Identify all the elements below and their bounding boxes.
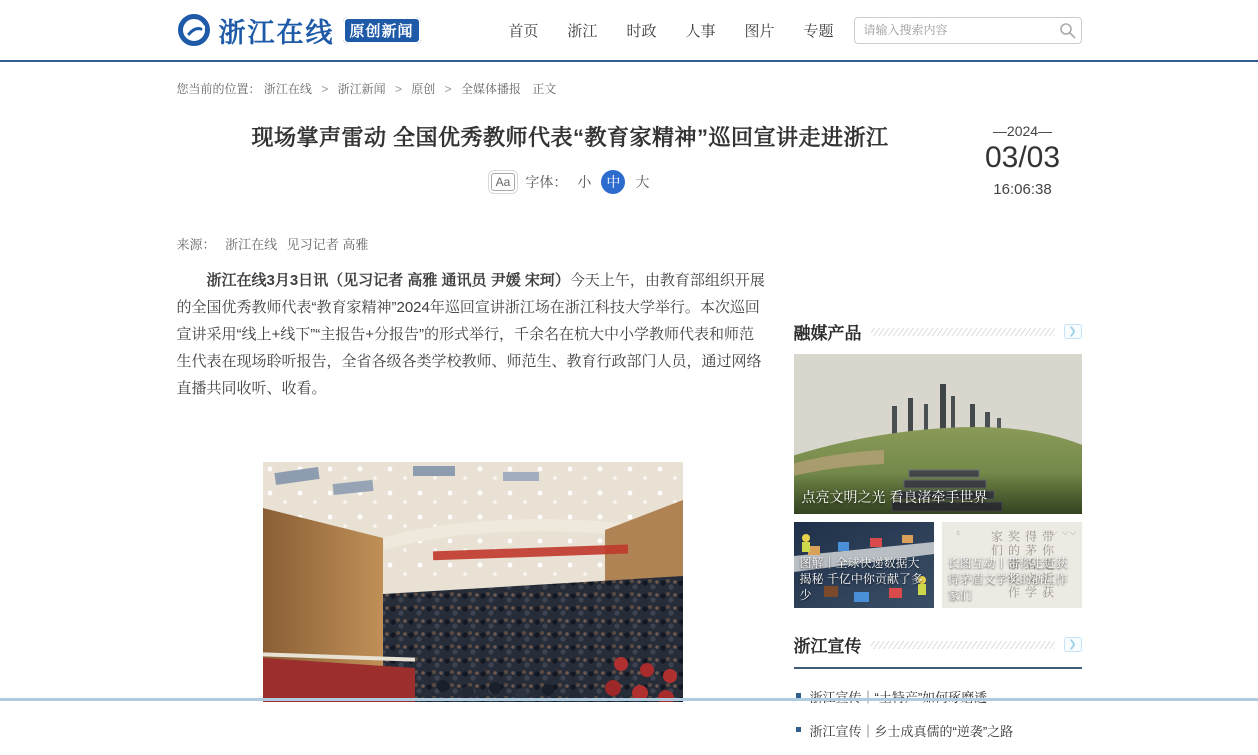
top-bar	[0, 0, 1258, 62]
promo-item-nixi[interactable]	[794, 721, 1082, 740]
article-photo-auditorium	[263, 462, 683, 702]
article-text: 今天上午，由教育部组织开展的全国优秀教师代表“教育家精神”2024年巡回宣讲浙江场在浙江科技大学举行。本次巡回宣讲采用“线上+线下”“主报告+分报告”的形式举行，千余名在杭大中小学教师代表和师范生代表在现场聆听报告，全省各级各类学校教师、师范生、教育行政部门人员，通过网络直播共同收听、收看。	[176, 272, 765, 397]
search-box	[854, 17, 1082, 44]
feature-caption: 点亮文明之光 看良渚牵手世界	[801, 489, 988, 505]
site-logo[interactable]	[177, 11, 421, 50]
decorative-hatch	[871, 641, 1055, 649]
font-size-small[interactable]: 小	[577, 174, 592, 190]
crumb-news[interactable]: 浙江新闻	[337, 82, 386, 96]
vertical-art-text: 带你走近获得茅盾文学奖的浙江作家们	[989, 530, 1055, 600]
article-column	[177, 267, 769, 755]
birds-decor: ⌵ ⌵⌵	[1050, 527, 1078, 537]
breadcrumb-prefix: 您当前的位置：	[176, 82, 261, 96]
crumb-media-report[interactable]: 全媒体播报	[461, 82, 522, 96]
source-name: 浙江在线	[225, 237, 278, 252]
promo-section-title: 浙江宣传	[793, 637, 862, 656]
font-size-medium-selected[interactable]: 中	[601, 170, 625, 194]
media-more-button[interactable]: ❯	[1064, 324, 1082, 339]
publish-date-block	[964, 121, 1082, 198]
nav-personnel[interactable]: 人事	[685, 22, 716, 40]
source-row	[177, 234, 1082, 253]
card-express-caption: 图解｜全球快递数据大揭秘 千亿中你贡献了多少	[799, 556, 923, 602]
media-section-header	[794, 319, 1082, 344]
crumb-original[interactable]: 原创	[411, 82, 436, 96]
logo-badge: 原创新闻	[343, 17, 421, 44]
quote-mark-decor: 〝	[949, 531, 961, 543]
publish-time: 16:06:38	[993, 181, 1052, 198]
article-title: 现场掌声雷动 全国优秀教师代表“教育家精神”巡回宣讲走进浙江	[251, 125, 889, 150]
bullet-icon	[796, 727, 801, 732]
logo-text: 浙江在线	[218, 17, 335, 48]
crumb-separator: >	[321, 82, 329, 96]
sidebar	[794, 267, 1082, 755]
crumb-current: 正文	[532, 82, 557, 96]
card-maodun-writers[interactable]	[942, 522, 1082, 608]
promo-section	[794, 632, 1082, 740]
publish-day: 03/03	[984, 141, 1061, 174]
reporter-name: 见习记者 高雅	[286, 237, 369, 252]
promo-list	[794, 687, 1082, 740]
logo-swirl-icon	[177, 13, 211, 47]
promo-underline	[794, 667, 1082, 669]
crumb-home[interactable]: 浙江在线	[263, 82, 312, 96]
publish-year: —2024—	[992, 123, 1053, 139]
article-header	[177, 121, 1082, 198]
crumb-separator: >	[394, 82, 402, 96]
search-input[interactable]	[854, 17, 1082, 44]
nav-politics[interactable]: 时政	[626, 22, 657, 40]
card-express-data[interactable]	[794, 522, 934, 608]
nav-zhejiang[interactable]: 浙江	[567, 22, 598, 40]
font-size-large[interactable]: 大	[635, 174, 650, 190]
font-aa-icon[interactable]: Aa	[491, 173, 516, 191]
source-label: 来源：	[176, 237, 216, 252]
main-nav	[508, 20, 833, 41]
promo-more-button[interactable]: ❯	[1064, 637, 1082, 652]
promo-item-label	[810, 687, 988, 706]
article-lead: 浙江在线3月3日讯（见习记者 高雅 通讯员 尹媛 宋珂）	[206, 272, 570, 289]
breadcrumb	[177, 80, 1082, 97]
font-widget-label: 字体：	[525, 174, 568, 190]
font-size-widget	[177, 170, 964, 194]
media-section-title: 融媒产品	[793, 324, 862, 343]
decorative-hatch	[871, 328, 1055, 336]
crumb-separator: >	[444, 82, 452, 96]
search-icon[interactable]	[1059, 22, 1076, 39]
nav-topics[interactable]: 专题	[803, 22, 834, 40]
feature-card-liangzhu[interactable]	[794, 354, 1082, 514]
promo-section-header	[794, 632, 1082, 657]
card-maodun-caption: 长图互动丨带你走近获得茅盾文学奖的浙江作家们	[947, 556, 1068, 602]
promo-item-tutechan[interactable]	[794, 687, 1082, 706]
nav-pictures[interactable]: 图片	[744, 22, 775, 40]
nav-home[interactable]: 首页	[508, 22, 539, 40]
promo-item-label: 浙江宣传｜乡士成真儒的“逆袭”之路	[809, 724, 1014, 739]
article-paragraph	[177, 267, 769, 402]
